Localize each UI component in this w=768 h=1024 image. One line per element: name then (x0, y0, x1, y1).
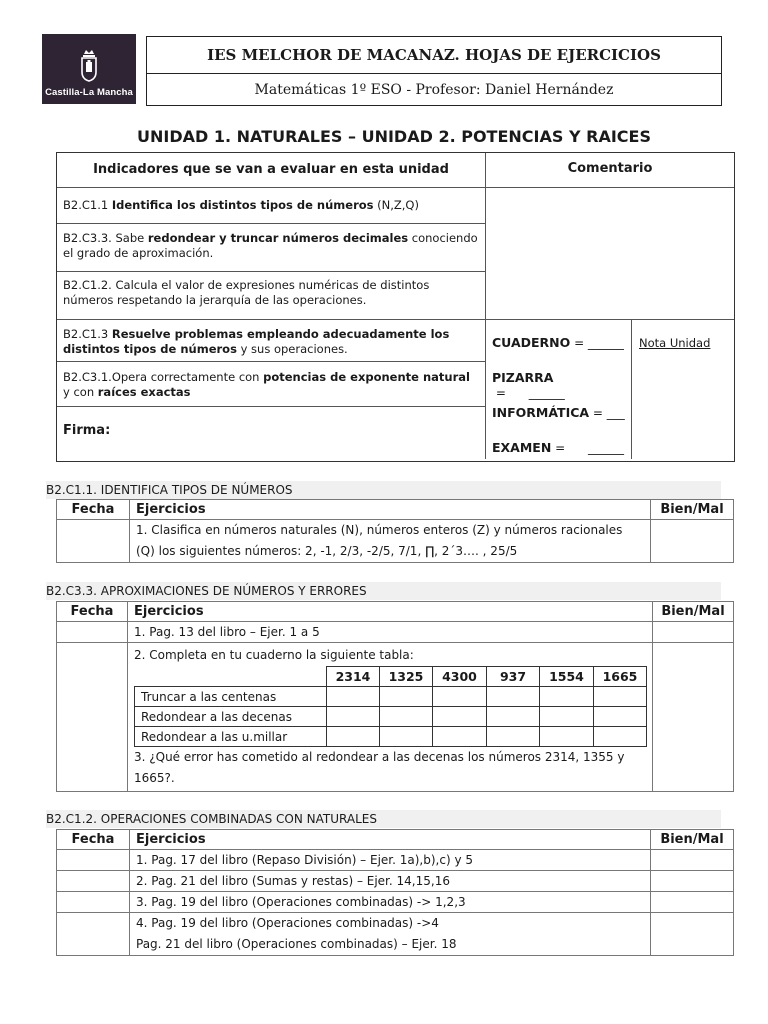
table-row (57, 850, 734, 871)
indicator-2: B2.C3.3. Sabe redondear y truncar números decimales conociendo el grado de aproximación. (63, 231, 478, 260)
table-row (135, 687, 647, 707)
fecha-cell[interactable] (57, 913, 130, 956)
col-ejercicios: Ejercicios (130, 500, 651, 520)
table-row (57, 913, 734, 956)
col-fecha: Fecha (57, 602, 128, 622)
mark-examen: EXAMEN = ______ (492, 440, 625, 455)
exercise-cell: 4. Pag. 19 del libro (Operaciones combinadas) ->4 Pag. 21 del libro (Operaciones combinadas) – Ejer. 18 (130, 913, 651, 956)
indicators-header: Indicadores que se van a evaluar en esta unidad (93, 162, 449, 177)
row-label: Truncar a las centenas (135, 687, 327, 707)
answer-cell[interactable] (433, 687, 487, 707)
answer-cell[interactable] (540, 707, 594, 727)
col-ejercicios: Ejercicios (128, 602, 653, 622)
col-fecha: Fecha (57, 830, 130, 850)
row-label: Redondear a las decenas (135, 707, 327, 727)
exercise-question: 3. ¿Qué error has cometido al redondear a las decenas los números 2314, 1355 y 1665?. (134, 750, 625, 785)
answer-cell[interactable] (594, 707, 647, 727)
fecha-cell[interactable] (57, 622, 128, 643)
coat-of-arms-icon (78, 47, 100, 83)
answer-cell[interactable] (380, 727, 433, 747)
bienmal-cell[interactable] (651, 892, 734, 913)
comment-header: Comentario (567, 161, 653, 176)
table-row (135, 707, 647, 727)
header-box (146, 36, 722, 106)
answer-cell[interactable] (540, 687, 594, 707)
exercise-cell: 2. Pag. 21 del libro (Sumas y restas) – Ejer. 14,15,16 (130, 871, 651, 892)
indicator-3: B2.C1.2. Calcula el valor de expresiones numéricas de distintos números respetando la jerarquía de las operaciones. (63, 278, 430, 307)
row-label: Redondear a las u.millar (135, 727, 327, 747)
nota-unidad: Nota Unidad (639, 336, 711, 350)
table-row (57, 622, 734, 643)
mark-informatica: INFORMÁTICA = ___ (492, 405, 625, 420)
answer-cell[interactable] (594, 687, 647, 707)
answer-cell[interactable] (487, 707, 540, 727)
table-row (57, 520, 734, 563)
col-ejercicios: Ejercicios (130, 830, 651, 850)
number-header: 2314 (327, 667, 380, 687)
bienmal-cell[interactable] (651, 913, 734, 956)
signature-label: Firma: (63, 423, 111, 438)
answer-cell[interactable] (487, 727, 540, 747)
section-title-b2c33: B2.C3.3. APROXIMACIONES DE NÚMEROS Y ERRORES (46, 582, 721, 600)
number-header: 1665 (594, 667, 647, 687)
mark-cuaderno: CUADERNO = ______ (492, 335, 624, 350)
bienmal-cell[interactable] (653, 643, 734, 792)
answer-cell[interactable] (433, 727, 487, 747)
answer-cell[interactable] (327, 687, 380, 707)
indicator-1: B2.C1.1 Identifica los distintos tipos de números (N,Z,Q) (63, 198, 419, 212)
exercise-cell: 1. Pag. 13 del libro – Ejer. 1 a 5 (128, 622, 653, 643)
table-row (57, 892, 734, 913)
answer-cell[interactable] (380, 707, 433, 727)
answer-cell[interactable] (327, 727, 380, 747)
bienmal-cell[interactable] (651, 871, 734, 892)
exercises-table-b2c12 (56, 829, 734, 956)
indicator-4: B2.C1.3 Resuelve problemas empleando adecuadamente los distintos tipos de números y sus operaciones. (63, 327, 450, 356)
castilla-la-mancha-logo (42, 34, 136, 104)
number-header: 937 (487, 667, 540, 687)
section-title-b2c12: B2.C1.2. OPERACIONES COMBINADAS CON NATURALES (46, 810, 721, 828)
exercises-table-b2c11 (56, 499, 734, 563)
col-bienmal: Bien/Mal (651, 500, 734, 520)
exercise-cell: 1. Clasifica en números naturales (N), números enteros (Z) y números racionales (Q) los siguientes números: 2, -1, 2/3, -2/5, 7/1, ∏, 2´3…. , 25/5 (130, 520, 651, 563)
mark-pizarra: PIZARRA = ______ (492, 370, 565, 400)
number-header: 4300 (433, 667, 487, 687)
fecha-cell[interactable] (57, 643, 128, 792)
answer-cell[interactable] (487, 687, 540, 707)
fecha-cell[interactable] (57, 892, 130, 913)
answer-cell[interactable] (594, 727, 647, 747)
school-title: IES MELCHOR DE MACANAZ. HOJAS DE EJERCICIOS (147, 37, 721, 74)
fecha-cell[interactable] (57, 850, 130, 871)
bienmal-cell[interactable] (651, 850, 734, 871)
rounding-table (134, 666, 647, 747)
indicators-table (56, 152, 735, 462)
exercise-intro: 2. Completa en tu cuaderno la siguiente tabla: (134, 648, 414, 662)
unit-title: UNIDAD 1. NATURALES – UNIDAD 2. POTENCIAS Y RAICES (137, 127, 651, 146)
logo-text: Castilla-La Mancha (45, 87, 133, 98)
corner-cell (135, 667, 327, 687)
answer-cell[interactable] (380, 687, 433, 707)
table-row (57, 871, 734, 892)
bienmal-cell[interactable] (651, 520, 734, 563)
col-bienmal: Bien/Mal (653, 602, 734, 622)
answer-cell[interactable] (327, 707, 380, 727)
fecha-cell[interactable] (57, 520, 130, 563)
bienmal-cell[interactable] (653, 622, 734, 643)
number-header: 1325 (380, 667, 433, 687)
table-row (57, 643, 734, 792)
section-title-b2c11: B2.C1.1. IDENTIFICA TIPOS DE NÚMEROS (46, 481, 721, 499)
exercises-table-b2c33 (56, 601, 734, 792)
answer-cell[interactable] (433, 707, 487, 727)
col-bienmal: Bien/Mal (651, 830, 734, 850)
fecha-cell[interactable] (57, 871, 130, 892)
table-row (135, 727, 647, 747)
exercise-cell (128, 643, 653, 792)
number-header: 1554 (540, 667, 594, 687)
answer-cell[interactable] (540, 727, 594, 747)
course-subtitle: Matemáticas 1º ESO - Profesor: Daniel Hernández (254, 81, 614, 98)
indicator-5: B2.C3.1.Opera correctamente con potencias de exponente natural y con raíces exactas (63, 370, 470, 399)
exercise-cell: 3. Pag. 19 del libro (Operaciones combinadas) -> 1,2,3 (130, 892, 651, 913)
exercise-cell: 1. Pag. 17 del libro (Repaso División) – Ejer. 1a),b),c) y 5 (130, 850, 651, 871)
col-fecha: Fecha (57, 500, 130, 520)
